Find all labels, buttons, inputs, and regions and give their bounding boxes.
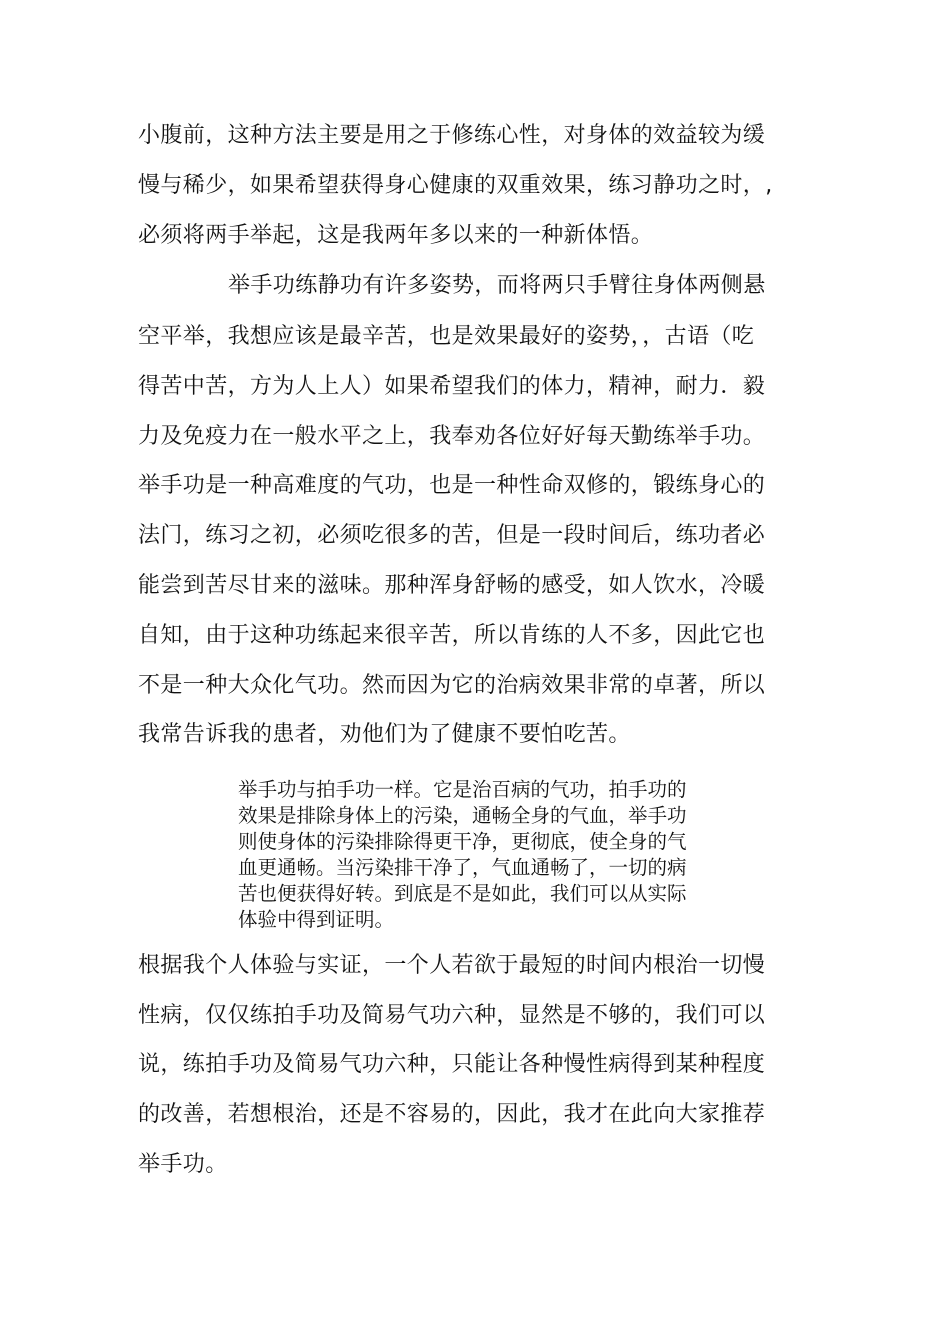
quote-line-1: 举手功与拍手功一样。它是治百病的气功，拍手功的 bbox=[238, 778, 687, 801]
quote-line-5: 苦也便获得好转。到底是不是如此，我们可以从实际 bbox=[238, 882, 687, 905]
quote-line-4: 血更通畅。当污染排干净了，气血通畅了，一切的病 bbox=[238, 856, 687, 879]
paragraph-3-line-4: 的改善，若想根治，还是不容易的，因此，我才在此向大家推荐 bbox=[138, 1102, 766, 1127]
paragraph-2-line-3: 得苦中苦，方为人上人）如果希望我们的体力，精神，耐力．毅 bbox=[138, 374, 766, 399]
paragraph-3-line-3: 说，练拍手功及简易气功六种，只能让各种慢性病得到某种程度 bbox=[138, 1052, 766, 1077]
paragraph-2-line-7: 能尝到苦尽甘来的滋味。那种浑身舒畅的感受，如人饮水，冷暖 bbox=[138, 573, 766, 598]
paragraph-1-line-1: 小腹前，这种方法主要是用之于修练心性，对身体的效益较为缓 bbox=[138, 123, 766, 148]
paragraph-3-line-5: 举手功。 bbox=[138, 1152, 228, 1177]
paragraph-1-line-2: 慢与稀少，如果希望获得身心健康的双重效果，练习静功之时，, bbox=[138, 173, 773, 198]
paragraph-2-line-6: 法门，练习之初，必须吃很多的苦，但是一段时间后，练功者必 bbox=[138, 523, 766, 548]
paragraph-2-line-5: 举手功是一种高难度的气功，也是一种性命双修的，锻练身心的 bbox=[138, 473, 766, 498]
paragraph-3-line-2: 性病，仅仅练拍手功及简易气功六种，显然是不够的，我们可以 bbox=[138, 1003, 766, 1028]
paragraph-3-line-1: 根据我个人体验与实证，一个人若欲于最短的时间内根治一切慢 bbox=[138, 953, 766, 978]
paragraph-1-line-3: 必须将两手举起，这是我两年多以来的一种新体悟。 bbox=[138, 223, 654, 248]
quote-line-3: 则使身体的污染排除得更干净，更彻底，使全身的气 bbox=[238, 830, 687, 853]
paragraph-2-line-8: 自知，由于这种功练起来很辛苦，所以肯练的人不多，因此它也 bbox=[138, 623, 766, 648]
paragraph-2-line-9: 不是一种大众化气功。然而因为它的治病效果非常的卓著，所以 bbox=[138, 673, 766, 698]
quote-line-2: 效果是排除身体上的污染，通畅全身的气血，举手功 bbox=[238, 804, 687, 827]
paragraph-2-line-4: 力及免疫力在一般水平之上，我奉劝各位好好每天勤练举手功。 bbox=[138, 424, 766, 449]
paragraph-2-line-1: 举手功练静功有许多姿势，而将两只手臂往身体两侧悬 bbox=[228, 273, 766, 298]
quote-line-6: 体验中得到证明。 bbox=[238, 908, 395, 931]
paragraph-2-line-2: 空平举，我想应该是最辛苦，也是效果最好的姿势，，古语（吃 bbox=[138, 324, 755, 349]
paragraph-2-line-10: 我常告诉我的患者，劝他们为了健康不要怕吃苦。 bbox=[138, 722, 631, 747]
